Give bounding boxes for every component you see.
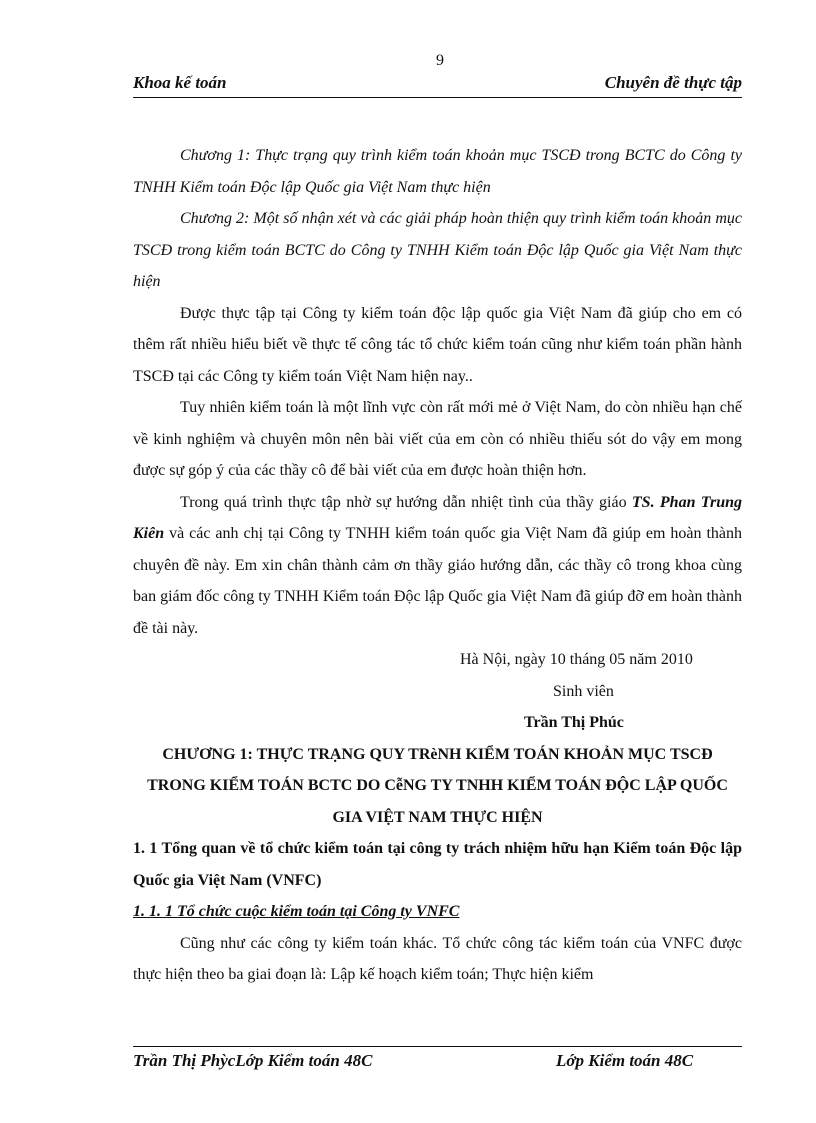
page-header — [133, 73, 742, 98]
advisor-name: TS. Phan Trung Kiên — [133, 493, 742, 542]
chapter-title: CHƯƠNG 1: THỰC TRẠNG QUY TRèNH KIỂM TOÁN KHOẢN MỤC TSCĐ TRONG KIỂM TOÁN BCTC DO CễNG TY TNHH KIỂM TOÁN ĐỘC LẬP QUỐC GIA VIỆT NAM THỰC HIỆN — [147, 745, 728, 826]
student-name: Trần Thị Phúc — [524, 714, 624, 731]
header-report-type: Chuyên đề thực tập — [604, 73, 742, 92]
limitations-paragraph: Tuy nhiên kiểm toán là một lĩnh vực còn rất mới mẻ ở Việt Nam, do còn nhiều hạn chế về kinh nghiệm và chuyên môn nên bài viết của em còn có nhiều thiếu sót do vậy em mong được sự góp ý của các thầy cô để bài viết của em được hoàn thiện hơn. — [133, 399, 742, 479]
thanks-text-start: Trong quá trình thực tập nhờ sự hướng dẫn nhiệt tình của thầy giáo — [180, 493, 632, 511]
place-date: Hà Nội, ngày 10 tháng 05 năm 2010 — [460, 651, 693, 668]
thanks-paragraph — [133, 487, 742, 645]
footer-author-class: Trần Thị PhỳcLớp Kiểm toán 48C — [133, 1051, 373, 1070]
section-1-1-1-text: Cũng như các công ty kiểm toán khác. Tổ chức công tác kiểm toán của VNFC được thực hiện theo ba giai đoạn là: Lập kế hoạch kiểm toán; Thực hiện kiểm — [133, 934, 742, 983]
chapter-1-summary: Chương 1: Thực trạng quy trình kiểm toán khoản mục TSCĐ trong BCTC do Công ty TNHH Kiểm toán Độc lập Quốc gia Việt Nam thực hiện — [133, 147, 742, 196]
signature-block — [133, 644, 742, 739]
signature-role: Sinh viên — [553, 682, 614, 700]
document-body — [133, 140, 742, 991]
header-faculty: Khoa kế toán — [133, 73, 227, 92]
section-heading-1-1-1: 1. 1. 1 Tổ chức cuộc kiểm toán tại Công ty VNFC — [133, 903, 460, 920]
page-number: 9 — [436, 52, 444, 69]
page-footer — [133, 1046, 742, 1070]
thanks-text-end: và các anh chị tại Công ty TNHH kiểm toán quốc gia Việt Nam đã giúp em hoàn thành chuyên đề này. Em xin chân thành cảm ơn thầy giáo hướng dẫn, các thầy cô trong khoa cùng ban giám đốc công ty TNHH Kiểm toán Độc lập Quốc gia Việt Nam đã giúp đỡ em hoàn thành đề tài này. — [133, 525, 742, 637]
internship-paragraph: Được thực tập tại Công ty kiểm toán độc lập quốc gia Việt Nam đã giúp cho em có thêm rất nhiều hiểu biết về thực tế công tác tổ chức kiểm toán cũng như kiểm toán phần hành TSCĐ tại các Công ty kiểm toán Việt Nam hiện nay.. — [133, 304, 742, 385]
footer-class: Lớp Kiểm toán 48C — [556, 1051, 694, 1070]
chapter-2-summary: Chương 2: Một số nhận xét và các giải pháp hoàn thiện quy trình kiểm toán khoản mục TSCĐ trong kiểm toán BCTC do Công ty TNHH Kiểm toán Độc lập Quốc gia Việt Nam thực hiện — [133, 210, 742, 290]
section-heading-1-1: 1. 1 Tổng quan về tổ chức kiểm toán tại công ty trách nhiệm hữu hạn Kiểm toán Độc lập Quốc gia Việt Nam (VNFC) — [133, 840, 742, 889]
